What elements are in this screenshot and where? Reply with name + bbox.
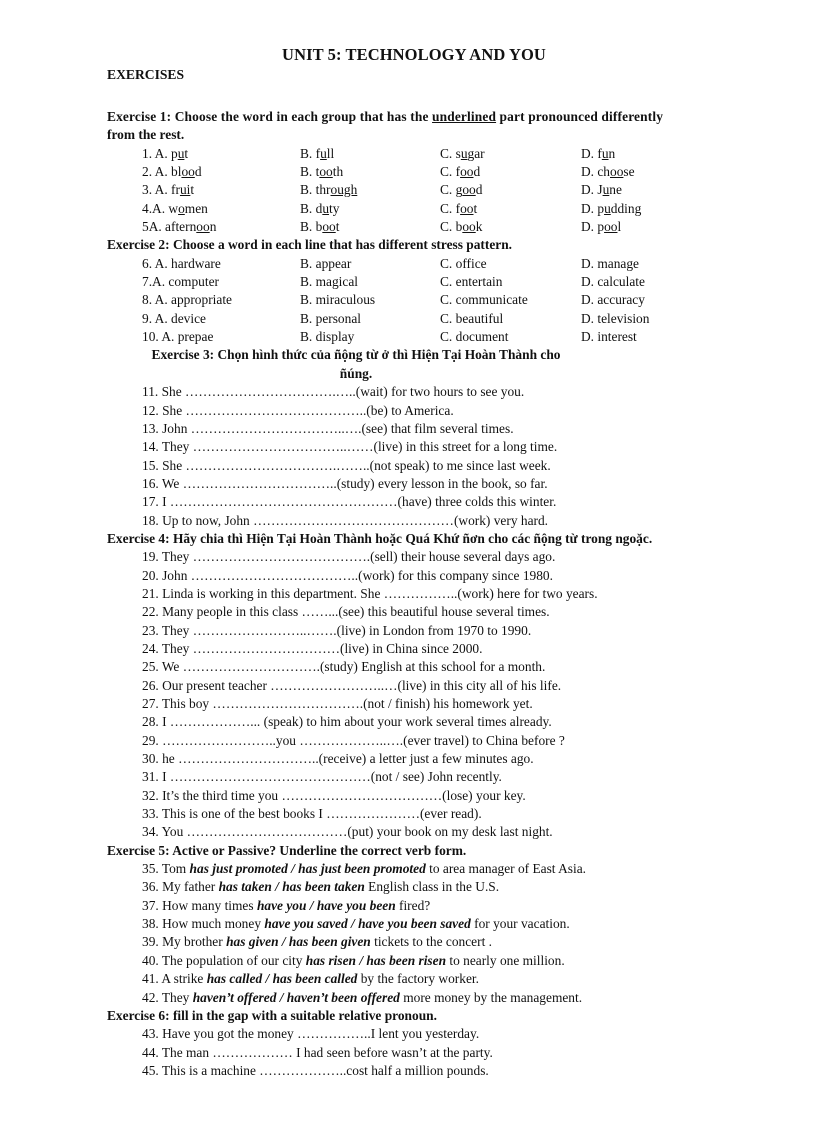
verb-choice: have you / have you been <box>256 897 396 913</box>
exercise-2-heading: Exercise 2: Choose a word in each line that has different stress pattern. <box>107 237 513 253</box>
option-row <box>0 163 816 181</box>
verb-choice: has risen / has been risen <box>305 952 447 968</box>
underlined-part: u <box>460 145 468 161</box>
answer-option: D. television <box>581 310 650 326</box>
item-text: for your vacation. <box>470 916 570 932</box>
option-text: C. f <box>440 200 461 216</box>
answer-option <box>581 163 635 181</box>
answer-option <box>142 218 216 236</box>
item-text: tickets to the concert . <box>370 934 492 950</box>
answer-option <box>581 200 641 218</box>
verb-choice: has just promoted / has just been promoted <box>189 861 426 877</box>
answer-option: C. office <box>440 255 487 271</box>
exercise-item: 33. This is one of the best books I …………………(ever read). <box>142 806 482 822</box>
answer-option: 8. A. appropriate <box>142 292 232 308</box>
answer-option <box>581 145 615 163</box>
exercise-item: 15. She …………………………….……..(not speak) to me since last week. <box>142 457 551 473</box>
option-text: dding <box>610 200 642 216</box>
option-text: t <box>184 145 189 161</box>
exercise-item: 43. Have you got the money ……………..I lent you yesterday. <box>142 1026 480 1042</box>
option-text: B. f <box>300 145 321 161</box>
item-text: to area manager of East Asia. <box>425 861 587 877</box>
answer-option <box>440 200 477 218</box>
exercise-1-rows <box>0 145 816 237</box>
exercise-3-items <box>0 383 816 530</box>
exercise-2-rows <box>0 255 816 347</box>
option-text: C. f <box>440 164 461 180</box>
exercise-item: 20. John ………………………………..(work) for this company since 1980. <box>142 567 553 583</box>
answer-option <box>440 163 480 181</box>
option-row <box>0 310 816 328</box>
verb-choice: haven’t offered / haven’t been offered <box>192 989 400 1005</box>
exercise-content <box>0 108 816 1080</box>
option-text: d <box>194 164 202 180</box>
underlined-part: oo <box>610 164 624 180</box>
underlined-part: oo <box>181 164 195 180</box>
option-text: B. b <box>300 219 323 235</box>
underlined-part: ough <box>330 182 358 198</box>
exercise-item: 29. ……………………..you ………………..….(ever travel) to China before ? <box>142 732 565 748</box>
item-text: 42. They <box>142 989 193 1005</box>
underlined-part: oo <box>322 219 336 235</box>
exercise-item: 28. I ………………... (speak) to him about your work several times already. <box>142 714 552 730</box>
exercise-item <box>0 860 816 878</box>
answer-option: B. display <box>300 329 355 345</box>
exercise-4-heading: Exercise 4: Hãy chia thì Hiện Tại Hoàn Thành hoặc Quá Khứ ñơn cho các ñộng từ trong ngoặc. <box>107 530 653 546</box>
answer-option: C. beautiful <box>440 310 504 326</box>
option-row <box>0 145 816 163</box>
option-text: ty <box>329 200 340 216</box>
option-text: k <box>475 219 483 235</box>
exercise-item: 14. They ……………………………..……(live) in this street for a long time. <box>142 439 558 455</box>
option-text: gar <box>467 145 485 161</box>
answer-option: D. accuracy <box>581 292 645 308</box>
answer-option: B. magical <box>300 274 359 290</box>
answer-option <box>440 218 482 236</box>
underlined-part: u <box>601 145 609 161</box>
option-text: 1. A. p <box>142 145 178 161</box>
option-text: n <box>209 219 217 235</box>
exercise-item: 26. Our present teacher ……………………..…(live) in this city all of his life. <box>142 677 562 693</box>
answer-option <box>300 145 334 163</box>
verb-choice: has called / has been called <box>206 971 358 987</box>
item-text: 37. How many times <box>142 897 257 913</box>
option-row <box>0 328 816 346</box>
exercise-item <box>0 915 816 933</box>
exercise-item: 31. I ………………………………………(not / see) John recently. <box>142 769 502 785</box>
option-row <box>0 181 816 199</box>
answer-option <box>300 200 339 218</box>
answer-option: D. calculate <box>581 274 645 290</box>
exercise-item: 32. It’s the third time you ………………………………(lose) your key. <box>142 787 526 803</box>
verb-choice: has given / has been given <box>226 934 371 950</box>
option-row <box>0 291 816 309</box>
answer-option <box>300 218 339 236</box>
exercise-item <box>0 897 816 915</box>
exercise-item: 18. Up to now, John ………………………………………(work) very hard. <box>142 512 549 528</box>
underlined-part: oo <box>460 164 474 180</box>
underlined-part: u <box>604 200 611 216</box>
option-text: t <box>335 219 340 235</box>
answer-option: D. interest <box>581 329 637 345</box>
page-subtitle: EXERCISES <box>107 67 185 82</box>
underlined-part: u <box>177 145 185 161</box>
exercise-item: 22. Many people in this class ……...(see) this beautiful house several times. <box>142 604 550 620</box>
answer-option: 10. A. prepae <box>142 329 214 345</box>
item-text: by the factory worker. <box>357 971 479 987</box>
answer-option: B. appear <box>300 255 352 271</box>
exercise-6-items <box>0 1025 816 1080</box>
option-text: t <box>473 200 478 216</box>
answer-option: C. communicate <box>440 292 528 308</box>
item-text: 40. The population of our city <box>142 952 306 968</box>
exercise-item: 24. They ……………………………(live) in China since 2000. <box>142 640 483 656</box>
answer-option: C. document <box>440 329 509 345</box>
exercise-1-heading-cont: from the rest. <box>107 127 185 143</box>
item-text: 39. My brother <box>142 934 227 950</box>
exercise-item: 30. he …………………………..(receive) a letter just a few minutes ago. <box>142 751 534 767</box>
exercise-item: 25. We ………………………….(study) English at this school for a month. <box>142 659 546 675</box>
option-text: B. d <box>300 200 323 216</box>
exercise-item: 27. This boy …………………………….(not / finish) his homework yet. <box>142 696 533 711</box>
option-text: l <box>617 219 622 235</box>
exercise-item: 44. The man ……………… I had seen before wasn’t at the party. <box>142 1044 493 1060</box>
option-text: 2. A. bl <box>142 164 182 180</box>
answer-option: B. personal <box>300 310 361 326</box>
exercise-item: 17. I ……………………………………………(have) three colds this winter. <box>142 494 557 510</box>
exercise-item: 16. We ……………………………..(study) every lesson in the book, so far. <box>142 475 548 491</box>
option-text: D. f <box>581 145 602 161</box>
underlined-part: oo <box>460 200 474 216</box>
exercise-5-heading: Exercise 5: Active or Passive? Underline the correct verb form. <box>107 842 467 858</box>
item-text: 35. Tom <box>142 861 190 877</box>
option-row <box>0 255 816 273</box>
option-text: 3. A. fr <box>142 182 180 198</box>
option-row <box>0 273 816 291</box>
option-text: t <box>190 182 195 198</box>
option-text: n <box>608 145 616 161</box>
exercise-item: 11. She …………………………….…..(wait) for two hours to see you. <box>142 384 525 400</box>
exercise-3-heading: Exercise 3: Chọn hình thức của ñộng từ ở thì Hiện Tại Hoàn Thành cho <box>151 347 561 363</box>
option-text: se <box>623 164 635 180</box>
option-text: th <box>332 164 344 180</box>
exercise-6-heading: Exercise 6: fill in the gap with a suitable relative pronoun. <box>107 1007 437 1023</box>
exercise-1-heading: Exercise 1: Choose the word in each group that has the underlined part pronounced differently <box>107 109 664 124</box>
answer-option <box>300 181 357 199</box>
underlined-part: oo <box>196 219 210 235</box>
exercise-item: 21. Linda is working in this department. She ……………..(work) here for two years. <box>142 585 598 601</box>
answer-option: 9. A. device <box>142 310 206 326</box>
verb-choice: have you saved / have you been saved <box>264 916 471 932</box>
option-text: d <box>473 164 481 180</box>
item-text: fired? <box>395 897 431 913</box>
underlined-part: u <box>320 145 327 161</box>
option-text: men <box>184 200 208 216</box>
option-text: C. b <box>440 219 463 235</box>
exercise-item: 13. John ……………………………..….(see) that film several times. <box>142 420 514 436</box>
underlined-part: u <box>322 200 330 216</box>
answer-option <box>581 218 621 236</box>
answer-option <box>142 181 194 199</box>
page-title: UNIT 5: TECHNOLOGY AND YOU <box>282 45 546 64</box>
option-text: d <box>475 182 483 198</box>
exercise-item <box>0 933 816 951</box>
item-text: 36. My father <box>142 879 219 895</box>
option-text: 4.A. w <box>142 200 179 216</box>
option-text: 5A. aftern <box>142 219 197 235</box>
underlined-part: oo <box>462 219 476 235</box>
option-text: B. thr <box>300 182 331 198</box>
exercise-4-items <box>0 548 816 842</box>
answer-option: D. manage <box>581 255 640 271</box>
answer-option: C. entertain <box>440 274 503 290</box>
option-text: D. p <box>581 200 605 216</box>
underlined-part: oo <box>604 219 618 235</box>
answer-option <box>440 181 482 199</box>
exercise-item <box>0 989 816 1007</box>
exercise-item <box>0 952 816 970</box>
item-text: 38. How much money <box>142 916 265 932</box>
option-text: D. p <box>581 219 605 235</box>
exercise-item <box>0 970 816 988</box>
option-text: ne <box>609 182 622 198</box>
answer-option <box>142 200 208 218</box>
exercise-item: 19. They ………………………………….(sell) their house several days ago. <box>142 549 556 565</box>
option-row <box>0 200 816 218</box>
exercise-item: 23. They ……………………..…….(live) in London from 1970 to 1990. <box>142 622 532 638</box>
exercise-5-items <box>0 860 816 1007</box>
exercise-3-heading-cont: ñúng. <box>339 365 373 381</box>
verb-choice: has taken / has been taken <box>218 879 365 895</box>
answer-option <box>142 145 188 163</box>
option-text: B. t <box>300 164 320 180</box>
item-text: 41. A strike <box>142 971 207 987</box>
underlined-part: o <box>178 200 185 216</box>
option-text: D. ch <box>581 164 611 180</box>
answer-option: B. miraculous <box>300 292 376 308</box>
answer-option <box>440 145 485 163</box>
option-text: C. g <box>440 182 463 198</box>
exercise-item: 34. You ………………………………(put) your book on my desk last night. <box>142 824 553 840</box>
option-text: D. J <box>581 182 603 198</box>
answer-option: 6. A. hardware <box>142 255 221 271</box>
item-text: English class in the U.S. <box>364 879 500 895</box>
exercise-item: 12. She …………………………………..(be) to America. <box>142 402 454 418</box>
option-text: C. s <box>440 145 461 161</box>
answer-option <box>142 163 202 181</box>
option-row <box>0 218 816 236</box>
answer-option: 7.A. computer <box>142 274 219 290</box>
underlined-part: ui <box>179 182 191 198</box>
underlined-part: u <box>602 182 610 198</box>
option-text: ll <box>326 145 335 161</box>
exercise-item: 45. This is a machine ………………..cost half a million pounds. <box>142 1062 489 1078</box>
item-text: to nearly one million. <box>446 952 565 968</box>
item-text: more money by the management. <box>399 989 583 1005</box>
answer-option <box>581 181 622 199</box>
exercise-item <box>0 878 816 896</box>
underlined-part: oo <box>462 182 476 198</box>
underlined-part: oo <box>319 164 333 180</box>
answer-option <box>300 163 343 181</box>
